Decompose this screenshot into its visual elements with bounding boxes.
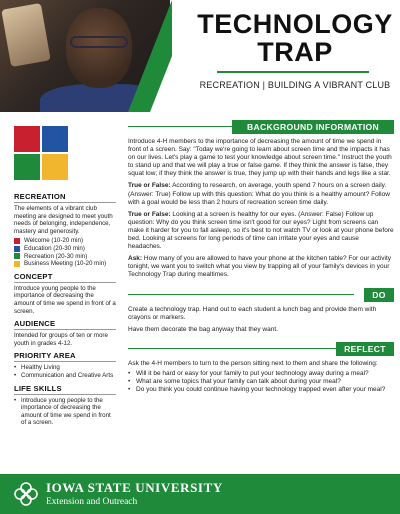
page-subtitle: RECREATION | BUILDING A VIBRANT CLUB xyxy=(199,80,391,90)
list-item: • Communication and Creative Arts xyxy=(14,372,116,380)
university-wordmark: IOWA STATE UNIVERSITY xyxy=(46,480,223,495)
legend-label: Welcome (10-20 min) xyxy=(24,237,84,245)
legend-item xyxy=(14,253,116,261)
do-section-bar xyxy=(128,288,394,302)
section-rule xyxy=(128,294,354,295)
sidebar-content xyxy=(14,188,116,427)
legend-swatch-blue xyxy=(14,246,20,252)
header xyxy=(0,0,400,112)
tf-text: According to research, on average, youth spend 7 hours on a screen daily. (Answer: True) Follow up with this question: What do you think is a healthy amount? Follow with a goal would be less than 2 hours of recreation screen time daily. xyxy=(128,182,390,206)
ask-label: Ask: xyxy=(128,255,143,263)
reflect-intro: Ask the 4-H members to turn to the person sitting next to them and share the following: xyxy=(128,359,378,367)
face-shape xyxy=(66,8,132,88)
title-line-1: TECHNOLOGY xyxy=(197,9,393,39)
life-skills-list xyxy=(14,397,116,427)
tf-label: True or False: xyxy=(128,182,171,190)
section-rule xyxy=(128,348,354,349)
ask-paragraph xyxy=(128,255,394,279)
tablet-shape xyxy=(1,3,50,67)
legend-item xyxy=(14,245,116,253)
recreation-text: The elements of a vibrant club meeting are designed to meet youth needs of belonging, independence, mastery and generosity. xyxy=(14,205,113,235)
legend-swatch-yellow xyxy=(14,261,20,267)
legend-swatch-green xyxy=(14,253,20,259)
list-item: • Introduce young people to the importance of decreasing the amount of time we spend in front of a screen. xyxy=(14,397,116,427)
legend-label: Education (20-30 min) xyxy=(24,244,85,252)
background-section-bar xyxy=(128,120,394,134)
clover-green-square xyxy=(14,154,40,180)
priority-area-list xyxy=(14,364,116,379)
sidebar xyxy=(0,112,118,474)
true-false-question-2 xyxy=(128,211,394,251)
legend-label: Recreation (20-30 min) xyxy=(24,252,88,260)
extension-wordmark: Extension and Outreach xyxy=(46,497,138,507)
page-title xyxy=(190,10,400,66)
reflect-section-bar xyxy=(128,342,394,356)
do-paragraph-1: Create a technology trap. Hand out to each student a lunch bag and provide them with crayons or markers. xyxy=(128,305,377,321)
white-diagonal-wedge xyxy=(150,0,194,112)
tf-label: True or False: xyxy=(128,210,171,218)
legend-swatch-red xyxy=(14,238,20,244)
audience-heading: AUDIENCE xyxy=(14,319,116,330)
background-heading: BACKGROUND INFORMATION xyxy=(232,120,394,134)
background-intro: Introduce 4-H members to the importance of decreasing the amount of time we spend in front of a screen. Say: "Today we're going to learn about screen time and the impacts it has on our lives. Let's play a game to test your knowledge about screen time." Instruct the youth to stand up and that we will play a true or false game. If they think the answer is false, they squat low; if they think the answer is true, they jump up with their hands and legs like a star. xyxy=(128,138,392,178)
true-false-question-1 xyxy=(128,182,394,206)
meeting-legend xyxy=(14,237,116,267)
glasses-shape xyxy=(70,36,128,48)
legend-item xyxy=(14,260,116,268)
list-item: • What are some topics that your family can talk about during your meal? xyxy=(128,378,394,386)
clover-blue-square xyxy=(42,126,68,152)
list-item: • Healthy Living xyxy=(14,364,116,372)
main-content xyxy=(128,112,394,474)
life-skills-heading: LIFE SKILLS xyxy=(14,384,116,395)
list-item: • Will it be hard or easy for your family to put your technology away during a meal? xyxy=(128,370,394,378)
reflect-question-list xyxy=(128,370,394,394)
4h-clover-logo-icon xyxy=(14,126,70,182)
do-heading: DO xyxy=(364,288,394,302)
ask-text: How many of you are allowed to have your phone at the kitchen table? For our activity tonight, we want you to switch what you view by trapping all of your family's devices in your Technology Trap during mealtimes. xyxy=(128,255,392,279)
title-divider xyxy=(217,71,369,73)
legend-label: Business Meeting (10-20 min) xyxy=(24,260,107,268)
priority-area-heading: PRIORITY AREA xyxy=(14,351,116,362)
reflect-heading: REFLECT xyxy=(336,342,394,356)
do-paragraph-2: Have them decorate the bag anyway that they want. xyxy=(128,325,278,333)
footer xyxy=(0,474,400,514)
clover-red-square xyxy=(14,126,40,152)
recreation-heading: RECREATION xyxy=(14,192,116,203)
title-line-2: TRAP xyxy=(257,37,333,67)
concept-heading: CONCEPT xyxy=(14,272,116,283)
clover-yellow-square xyxy=(42,154,68,180)
concept-text: Introduce young people to the importance of decreasing the amount of time we spend in front of a screen. xyxy=(14,284,116,315)
list-item: • Do you think you could continue having your technology trapped even after your meal? xyxy=(128,386,394,394)
tf-text: Looking at a screen is healthy for our eyes. (Answer: False) Follow up question: Why do you think screen time isn't good for our eyes? Light from screens can make it harder for you to fall asleep, so it's best to not watch TV or look at your phone before bed. Looking at screens for long periods of time can irritate your eyes and cause headaches. xyxy=(128,210,394,251)
legend-item xyxy=(14,237,116,245)
audience-text: Intended for groups of ten or more youth in grades 4-12. xyxy=(14,332,108,347)
4h-clover-footer-icon xyxy=(14,482,38,506)
